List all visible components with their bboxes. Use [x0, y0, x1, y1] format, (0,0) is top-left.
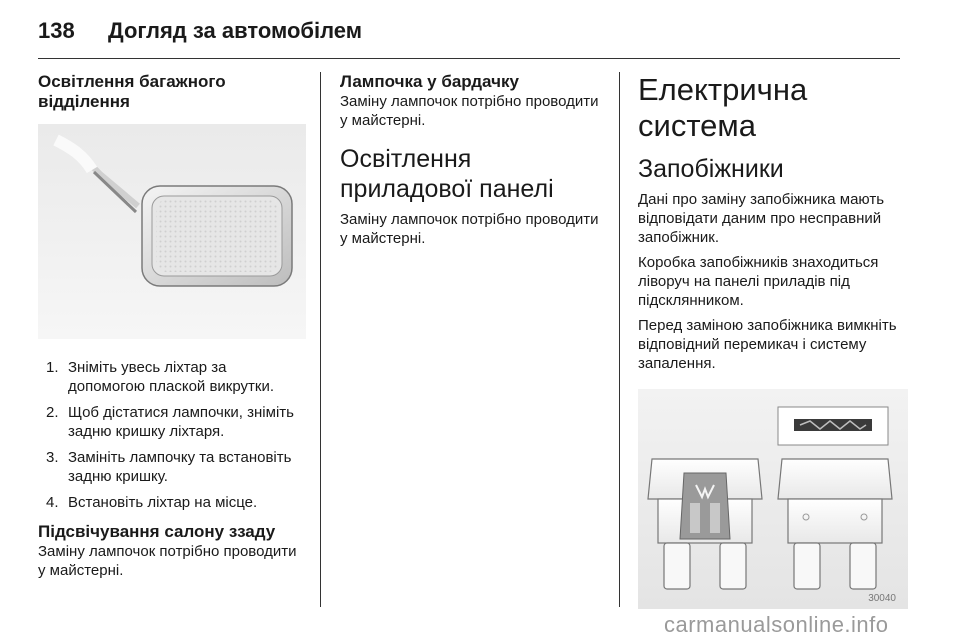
- section-heading-rear-interior: Підсвічування салону ззаду: [38, 522, 276, 541]
- page-number: 138: [38, 18, 75, 43]
- header-divider: [38, 58, 900, 59]
- instrument-panel-text: Заміну лампочок потрібно проводити у майстерні.: [340, 211, 599, 247]
- column-2: [340, 72, 602, 248]
- list-item: 2. Щоб дістатися лампочки, зніміть задню кришку ліхтаря.: [46, 404, 294, 440]
- watermark: carmanualsonline.info: [664, 612, 889, 637]
- section-heading-glovebox: Лампочка у бардачку: [340, 72, 519, 91]
- figure-code: 30040: [868, 593, 896, 604]
- page-header: [38, 12, 900, 62]
- section-title-electrical: Електрична система: [638, 72, 808, 143]
- column-3: [638, 72, 908, 614]
- page-title: Догляд за автомобілем: [108, 18, 363, 43]
- instruction-list: [38, 358, 306, 512]
- column-divider: [619, 72, 620, 607]
- trunk-lamp-illustration: [38, 124, 306, 339]
- column-divider: [320, 72, 321, 607]
- fuse-illustration: [638, 389, 908, 609]
- fuse-paragraph-2: Коробка запобіжників знаходиться ліворуч на панелі приладів під підсклянником.: [638, 254, 879, 309]
- section-heading-instrument-panel: Освітлення приладової панелі: [340, 145, 554, 203]
- column-1: [38, 72, 306, 580]
- glovebox-text: Заміну лампочок потрібно проводити у майстерні.: [340, 93, 599, 129]
- rear-interior-text: Заміну лампочок потрібно проводити у майстерні.: [38, 543, 297, 579]
- fuse-paragraph-1: Дані про заміну запобіжника мають відповідати даним про несправний запобіжник.: [638, 191, 885, 246]
- section-heading-trunk-light: Освітлення багажного відділення: [38, 72, 226, 111]
- subsection-heading-fuses: Запобіжники: [638, 155, 784, 183]
- list-item: 1. Зніміть увесь ліхтар за допомогою плаской викрутки.: [46, 359, 275, 395]
- list-item: 3. Замініть лампочку та встановіть задню кришку.: [46, 449, 292, 485]
- fuse-paragraph-3: Перед заміною запобіжника вимкніть відповідний перемикач і систему запалення.: [638, 317, 897, 372]
- list-item: 4. Встановіть ліхтар на місце.: [46, 494, 258, 511]
